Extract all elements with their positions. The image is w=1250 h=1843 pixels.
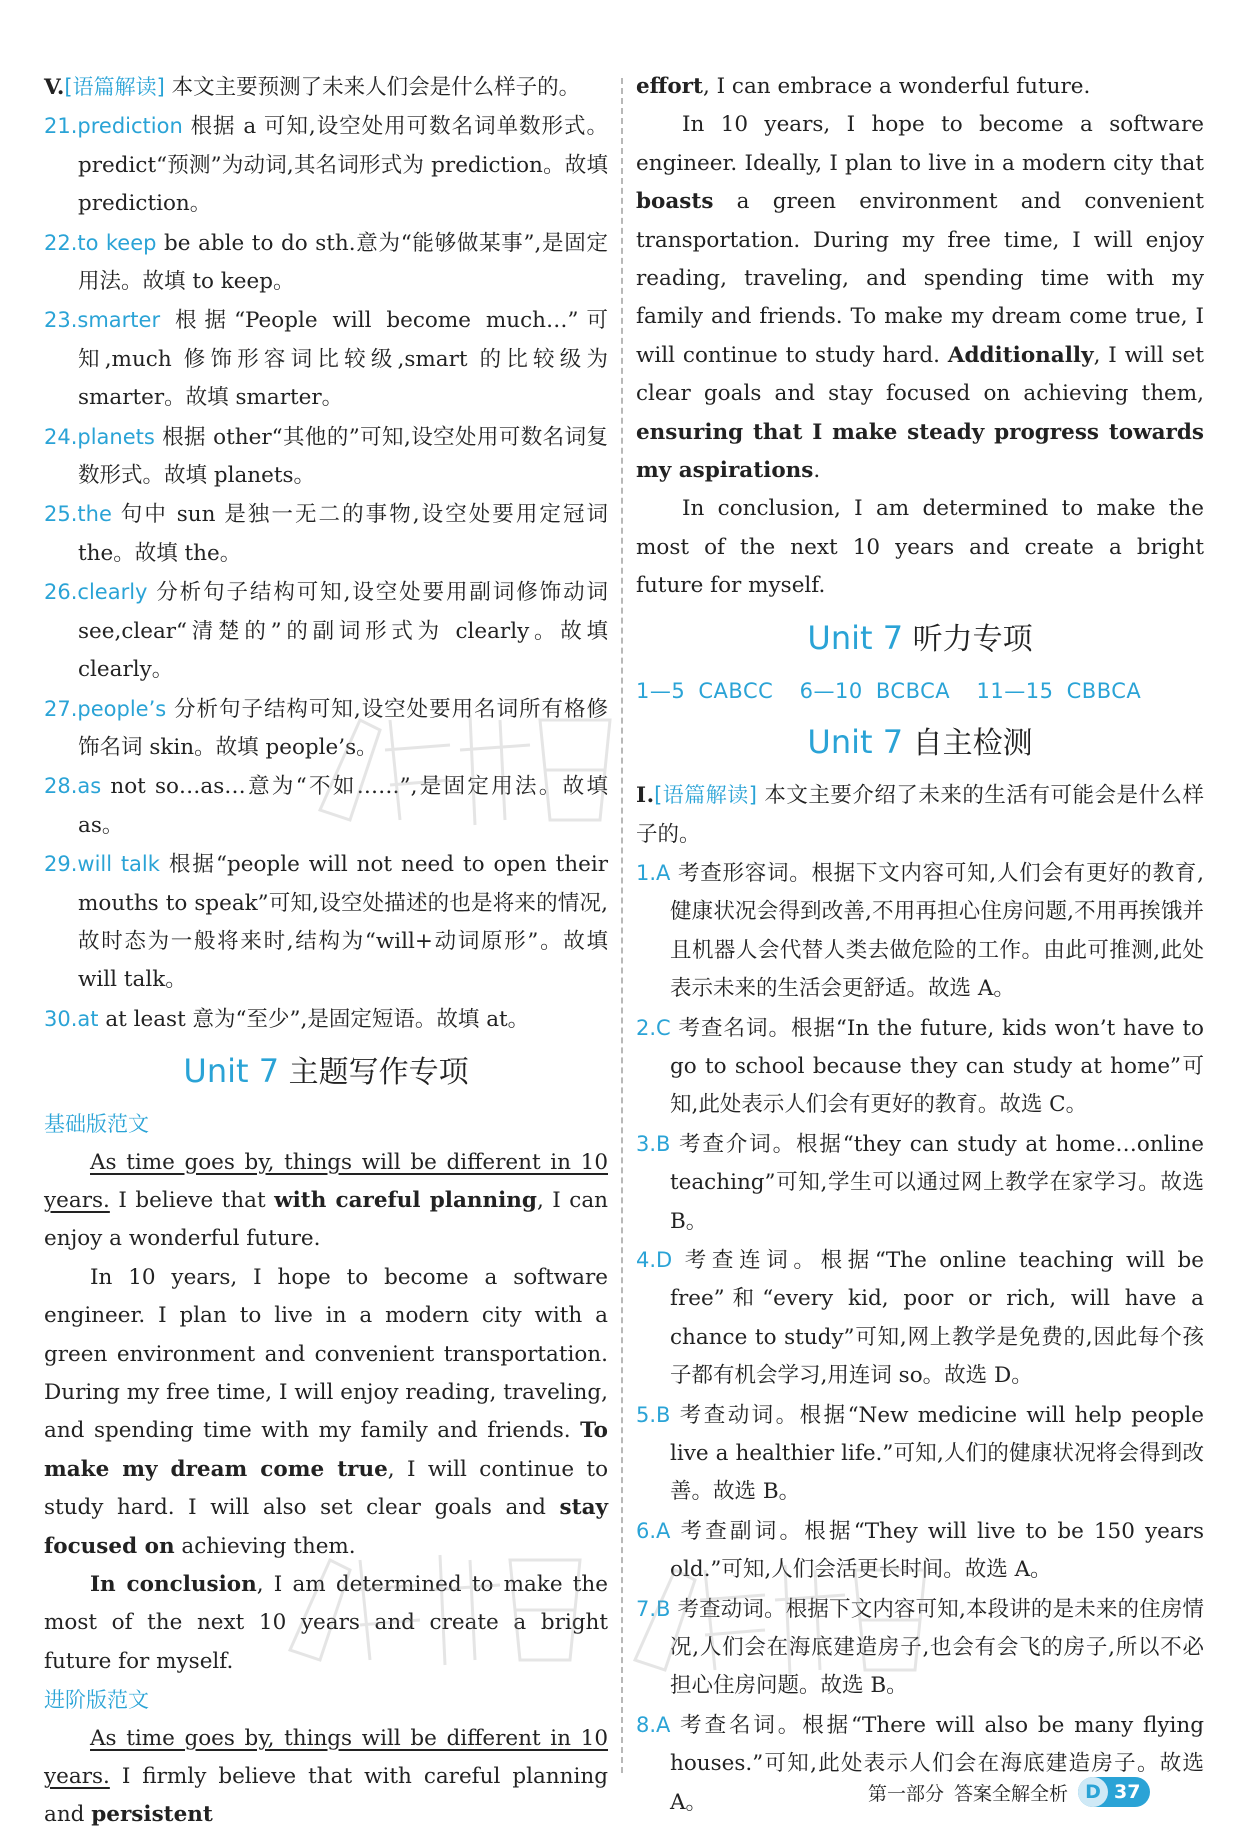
bold-phrase: with careful planning	[274, 1187, 537, 1213]
page-badge	[1078, 1777, 1150, 1807]
answer-explanation: 根据“people will not need to open their mouths to speak”可知,设空处描述的也是将来的情况,故时态为一般将来时,结构为“will+动词原形”。故填 will talk。	[78, 852, 608, 993]
answer-explanation: 根据“People will become much…”可知,much 修饰形容词比较级,smart 的比较级为 smarter。故填 smarter。	[78, 308, 608, 411]
footer-section: 答案全解全析	[954, 1782, 1069, 1805]
writing-title-text: 主题写作专项	[288, 1055, 469, 1091]
answer-item	[44, 418, 608, 496]
answer-number: 25.the	[44, 502, 112, 527]
answer-list	[44, 107, 608, 1039]
advanced-essay-p1-end	[636, 68, 1204, 106]
answer-number: 22.to keep	[44, 230, 157, 255]
text-run: , I am determined to make the most of the next 10 years and create a bright future for myself.	[44, 1572, 609, 1674]
answer-explanation: 根据 a 可知,设空处用可数名词单数形式。predict“预测”为动词,其名词形式为 prediction。故填 prediction。	[78, 114, 608, 217]
section-tag: [语篇解读]	[654, 783, 757, 808]
text-run: .	[813, 458, 821, 484]
answer-explanation: be able to do sth.意为“能够做某事”,是固定用法。故填 to keep。	[78, 230, 608, 295]
edition-letter: D	[1078, 1777, 1108, 1807]
section-header	[44, 68, 608, 107]
selfcheck-title-text: 自主检测	[912, 726, 1033, 762]
answer-item	[636, 1396, 1204, 1512]
answer-number: 5.B	[636, 1402, 671, 1427]
answer-number: 24.planets	[44, 424, 155, 449]
answer-number: 29.will talk	[44, 852, 160, 877]
answer-explanation: at least 意为“至少”,是固定短语。故填 at。	[105, 1006, 530, 1032]
answer-explanation: 考查动词。根据“New medicine will help people live a healthier life.”可知,人们的健康状况将会得到改善。故选 B。	[670, 1402, 1204, 1505]
bold-phrase: Additionally	[947, 342, 1094, 368]
answer-number: 4.D	[636, 1247, 673, 1272]
answer-number: 6.A	[636, 1518, 671, 1543]
answer-number: 27.people’s	[44, 696, 167, 721]
answer-explanation: 考查副词。根据“They will live to be 150 years old.”可知,人们会活更长时间。故选 A。	[670, 1518, 1204, 1583]
answer-explanation: 考查形容词。根据下文内容可知,人们会有更好的教育,健康状况会得到改善,不用再担心住房问题,不用再挨饿并且机器人会代替人类去做危险的工作。由此可推测,此处表示未来的生活会更舒适。故选 A。	[670, 860, 1204, 1002]
answer-number: 21.prediction	[44, 114, 183, 139]
text-run: a green environment and convenient transportation. During my free time, I will enjoy reading, traveling, and spending time with my family and friends. To make my dream come true, I will continue to study hard.	[636, 189, 1204, 368]
answer-item	[44, 224, 608, 302]
text-run: I believe that	[109, 1187, 275, 1213]
bold-phrase: boasts	[636, 189, 714, 215]
answer-list-right	[636, 854, 1204, 1822]
page-number: 37	[1114, 1781, 1141, 1803]
bold-phrase: stay focused on	[44, 1495, 608, 1559]
answer-number: 28.as	[44, 774, 102, 799]
answer-item	[44, 301, 608, 417]
underlined-sentence: As time goes by, things will be different in 10 years.	[44, 1725, 608, 1790]
basic-essay-p1	[44, 1144, 608, 1259]
section-roman: V.	[44, 75, 65, 100]
answer-item	[44, 767, 608, 845]
text-run: , I will continue to study hard. I will also set clear goals and	[44, 1456, 609, 1521]
text-run: In 10 years, I hope to become a software engineer. Ideally, I plan to live in a modern city that	[636, 112, 1204, 176]
answer-item	[636, 1590, 1204, 1706]
bold-phrase: ensuring that I make steady progress towards my aspirations	[636, 419, 1204, 484]
listening-answers: 1—5 CABCC 6—10 BCBCA 11—15 CBBCA	[636, 678, 1142, 703]
answer-item	[44, 1000, 608, 1039]
text-run: achieving them.	[174, 1533, 356, 1559]
section-tag: [语篇解读]	[64, 75, 165, 99]
bold-phrase: To make my dream come true	[44, 1418, 608, 1482]
bold-phrase: effort	[636, 74, 703, 99]
selfcheck-title	[636, 716, 1204, 770]
answer-number: 3.B	[636, 1131, 671, 1156]
text-run: , I can enjoy a wonderful future.	[44, 1187, 609, 1252]
answer-number: 1.A	[636, 860, 671, 885]
left-column	[44, 68, 608, 1835]
text-run: , I can embrace a wonderful future.	[702, 74, 1091, 99]
writing-title-unit: Unit 7	[183, 1052, 280, 1091]
writing-title	[44, 1045, 608, 1099]
text-run: , I will set clear goals and stay focused on achieving them,	[636, 342, 1204, 407]
answer-item	[44, 107, 608, 223]
basic-essay-label: 基础版范文	[44, 1112, 149, 1137]
answer-explanation: 分析句子结构可知,设空处要用副词修饰动词 see,clear“清楚的”的副词形式为 clearly。故填 clearly。	[78, 580, 608, 683]
answer-item	[636, 854, 1204, 1009]
answer-item	[44, 845, 608, 1000]
advanced-essay-label: 进阶版范文	[44, 1688, 149, 1713]
text-run: In 10 years, I hope to become a software engineer. I plan to live in a modern city with a green environment and convenient transportation. During my free time, I will enjoy reading, traveling, and spending time with my family and friends.	[44, 1264, 608, 1444]
answer-explanation: 句中 sun 是独一无二的事物,设空处要用定冠词 the。故填 the。	[78, 502, 608, 566]
basic-essay-p3	[44, 1566, 608, 1681]
answer-number: 2.C	[636, 1015, 671, 1040]
answer-explanation: 考查动词。根据下文内容可知,本段讲的是未来的住房情况,人们会在海底建造房子,也会有会飞的房子,所以不必担心住房问题。故选 B。	[670, 1596, 1204, 1699]
answer-item	[636, 1512, 1204, 1590]
selfcheck-title-unit: Unit 7	[807, 723, 904, 762]
answer-item	[44, 573, 608, 689]
answer-explanation: 考查名词。根据“There will also be many flying houses.”可知,此处表示人们会在海底建造房子。故选 A。	[670, 1712, 1204, 1815]
answer-item	[636, 1125, 1204, 1241]
text-run: I firmly believe that with careful planning and	[44, 1764, 608, 1828]
answer-explanation: 分析句子结构可知,设空处要用名词所有格修饰名词 skin。故填 people’s。	[78, 696, 608, 760]
listening-title	[636, 612, 1204, 666]
answer-number: 8.A	[636, 1712, 671, 1737]
underlined-sentence: As time goes by, things will be different in 10 years.	[44, 1149, 608, 1213]
answer-explanation: not so…as…意为“不如……”,是固定用法。故填 as。	[78, 774, 608, 838]
answer-explanation: 考查连词。根据“The online teaching will be free”和“every kid, poor or rich, will have a chance to study”可知,网上教学是免费的,因此每个孩子都有机会学习,用连词 so。故选 D。	[670, 1247, 1204, 1389]
bold-phrase: In conclusion	[90, 1572, 257, 1598]
answer-item	[636, 1009, 1204, 1125]
answer-item	[636, 1241, 1204, 1396]
right-column	[636, 68, 1204, 1822]
footer-part: 第一部分	[868, 1782, 945, 1805]
answer-item	[44, 495, 608, 573]
section-summary: 本文主要介绍了未来的生活有可能会是什么样子的。	[636, 783, 1205, 847]
bold-phrase: persistent	[91, 1802, 213, 1828]
answer-number: 23.smarter	[44, 308, 161, 333]
basic-essay-p2	[44, 1259, 608, 1566]
section-roman: Ⅰ.	[636, 783, 655, 809]
answer-explanation: 考查介词。根据“they can study at home…online teaching”可知,学生可以通过网上教学在家学习。故选 B。	[670, 1131, 1204, 1234]
listening-title-text: 听力专项	[912, 621, 1033, 657]
answer-explanation: 根据 other“其他的”可知,设空处用可数名词复数形式。故填 planets。	[78, 424, 608, 489]
column-divider	[621, 78, 623, 1773]
answer-item	[44, 690, 608, 768]
section-header-right	[636, 776, 1204, 854]
answer-number: 30.at	[44, 1006, 99, 1031]
answer-explanation: 考查名词。根据“In the future, kids won’t have to go to school because they can study at home”可知,此处表示人们会有更好的教育。故选 C。	[670, 1015, 1204, 1118]
advanced-essay-p1-start	[44, 1720, 608, 1835]
listening-title-unit: Unit 7	[807, 618, 904, 657]
advanced-essay-p2	[636, 106, 1204, 490]
answer-number: 7.B	[636, 1596, 671, 1621]
page-footer	[868, 1772, 1208, 1812]
answer-number: 26.clearly	[44, 580, 148, 605]
basic-essay	[44, 1144, 608, 1682]
advanced-essay-p3: In conclusion, I am determined to make the most of the next 10 years and create a bright future for myself.	[636, 496, 1204, 599]
section-summary: 本文主要预测了未来人们会是什么样子的。	[164, 75, 581, 100]
